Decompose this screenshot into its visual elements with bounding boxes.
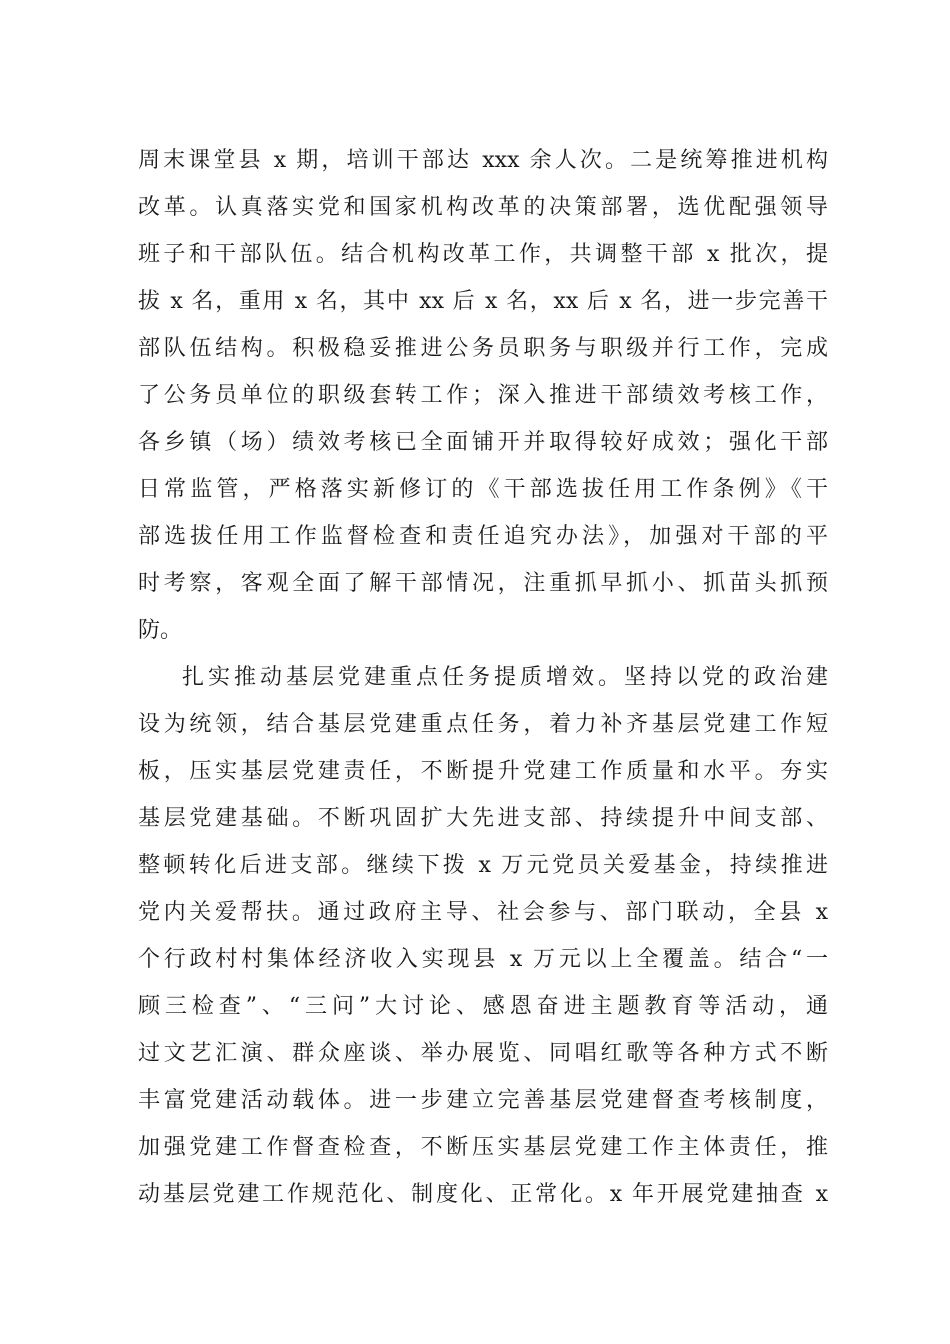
text-line: 班子和干部队伍。结合机构改革工作，共调整干部 x 批次，提 (138, 242, 828, 267)
text-line: 顾三检查”、“三问”大讨论、感恩奋进主题教育等活动，通 (138, 994, 828, 1019)
text-line: 周末课堂县 x 期，培训干部达 xxx 余人次。二是统筹推进机构 (138, 148, 828, 173)
text-line: 过文艺汇演、群众座谈、举办展览、同唱红歌等各种方式不断 (138, 1041, 828, 1066)
text-line: 部队伍结构。积极稳妥推进公务员职务与职级并行工作，完成 (138, 336, 828, 361)
paragraph (138, 137, 828, 654)
text-line: 基层党建基础。不断巩固扩大先进支部、持续提升中间支部、 (138, 806, 828, 831)
text-line: 防。 (138, 618, 183, 643)
text-line: 动基层党建工作规范化、制度化、正常化。x 年开展党建抽查 x (138, 1182, 828, 1207)
text-line: 党内关爱帮扶。通过政府主导、社会参与、部门联动，全县 x (138, 900, 828, 925)
text-line: 个行政村村集体经济收入实现县 x 万元以上全覆盖。结合“一 (138, 947, 828, 972)
text-line: 丰富党建活动载体。进一步建立完善基层党建督查考核制度， (138, 1088, 828, 1113)
text-line: 加强党建工作督查检查，不断压实基层党建工作主体责任，推 (138, 1135, 828, 1160)
text-line: 了公务员单位的职级套转工作；深入推进干部绩效考核工作， (138, 383, 828, 408)
text-line: 时考察，客观全面了解干部情况，注重抓早抓小、抓苗头抓预 (138, 571, 828, 596)
text-line: 拔 x 名，重用 x 名，其中 xx 后 x 名，xx 后 x 名，进一步完善干 (138, 289, 828, 314)
paragraph (138, 654, 828, 1218)
text-line: 各乡镇（场）绩效考核已全面铺开并取得较好成效；强化干部 (138, 430, 828, 455)
text-line: 日常监管，严格落实新修订的《干部选拔任用工作条例》《干 (138, 477, 828, 502)
document-body (138, 137, 828, 1218)
text-line: 板，压实基层党建责任，不断提升党建工作质量和水平。夯实 (138, 759, 828, 784)
text-line: 设为统领，结合基层党建重点任务，着力补齐基层党建工作短 (138, 712, 828, 737)
text-line: 整顿转化后进支部。继续下拨 x 万元党员关爱基金，持续推进 (138, 853, 828, 878)
text-line: 部选拔任用工作监督检查和责任追究办法》，加强对干部的平 (138, 524, 828, 549)
text-line: 扎实推动基层党建重点任务提质增效。坚持以党的政治建 (182, 665, 828, 690)
text-line: 改革。认真落实党和国家机构改革的决策部署，选优配强领导 (138, 195, 828, 220)
